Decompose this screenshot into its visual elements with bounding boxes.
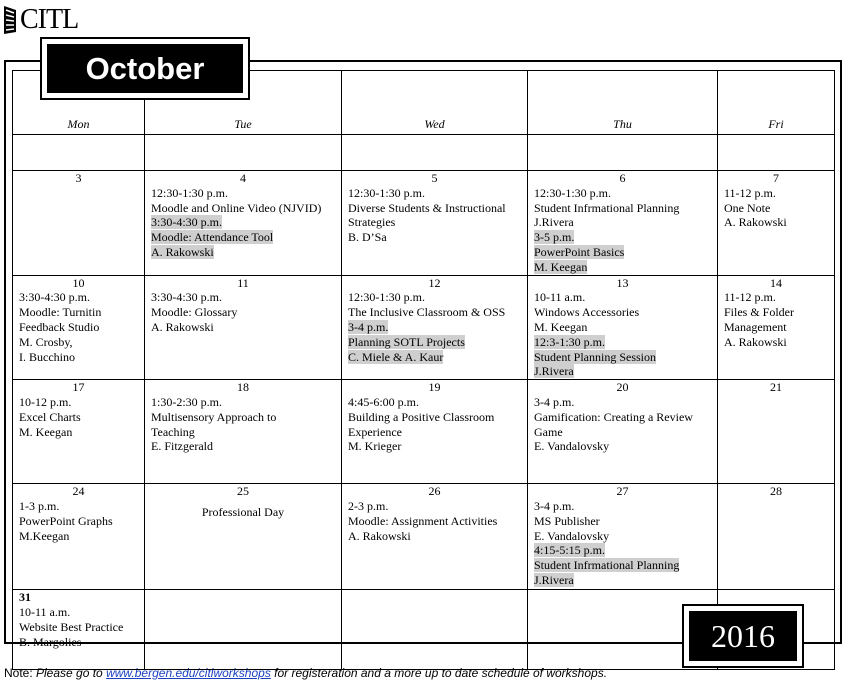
day-cell-27	[528, 484, 718, 590]
day-cell-28	[718, 484, 835, 590]
highlighted-event-text: PowerPoint Basics	[534, 244, 625, 259]
event-line	[19, 499, 144, 514]
event-text: 1:30-2:30 p.m.	[151, 394, 222, 409]
event-text: Windows Accessories	[534, 305, 640, 320]
event-text: Game	[534, 424, 563, 439]
day-number: 11	[237, 275, 249, 290]
year-banner	[682, 604, 804, 668]
highlighted-event-text: 3-5 p.m.	[534, 230, 575, 245]
event-line	[534, 201, 717, 216]
day-number: 24	[72, 484, 85, 499]
event-line	[19, 305, 144, 320]
event-line	[534, 558, 717, 573]
empty-cell	[145, 135, 342, 171]
day-note: Professional Day	[201, 504, 285, 519]
blank-row	[13, 135, 835, 171]
day-number: 7	[773, 171, 779, 185]
event-line	[19, 410, 144, 425]
event-line	[19, 514, 144, 529]
day-number: 5	[431, 171, 438, 185]
weekday-header: Fri	[718, 71, 835, 135]
event-text: 1-3 p.m.	[19, 498, 60, 513]
event-line	[724, 201, 834, 216]
event-line	[19, 320, 144, 335]
event-text: Experience	[348, 424, 402, 439]
event-line	[151, 425, 341, 440]
day-cell-10	[13, 275, 145, 380]
event-line	[724, 335, 834, 350]
day-number: 27	[616, 484, 629, 499]
event-text: Gamification: Creating a Review	[534, 409, 693, 424]
weekday-header: Mon	[13, 71, 145, 135]
event-text: E. Vandalovsky	[534, 439, 610, 454]
event-line	[348, 305, 527, 320]
event-text: Website Best Practice	[19, 619, 124, 634]
event-line	[534, 186, 717, 201]
event-line	[348, 320, 527, 335]
event-line	[534, 305, 717, 320]
event-line	[19, 529, 144, 544]
day-cell-4	[145, 171, 342, 276]
note-prefix: Note:	[4, 666, 37, 680]
highlighted-event-text: Student Planning Session	[534, 349, 657, 364]
event-line	[724, 215, 834, 230]
event-line	[348, 215, 527, 230]
note-text-after: for registeration and a more up to date schedule of workshops.	[270, 666, 608, 680]
day-number: 3	[75, 171, 82, 185]
highlighted-event-text: 3-4 p.m.	[348, 319, 389, 334]
day-cell-3	[13, 171, 145, 276]
event-line	[151, 305, 341, 320]
empty-cell	[145, 590, 342, 670]
day-cell-26	[342, 484, 528, 590]
event-line	[534, 573, 717, 588]
week-row	[13, 484, 835, 590]
event-line	[534, 395, 717, 410]
citl-emblem-icon	[2, 4, 18, 36]
event-text: M.Keegan	[19, 528, 70, 543]
event-text: Multisensory Approach to	[151, 409, 277, 424]
event-text: Moodle: Turnitin	[19, 305, 102, 320]
empty-cell	[342, 135, 528, 171]
highlighted-event-text: Moodle: Attendance Tool	[151, 230, 274, 245]
event-line	[151, 245, 341, 260]
highlighted-event-text: 12:3-1:30 p.m.	[534, 334, 605, 349]
day-number: 4	[240, 171, 246, 185]
day-number: 12	[428, 275, 441, 290]
event-text: Strategies	[348, 215, 396, 230]
event-line	[724, 186, 834, 201]
event-text: 3-4 p.m.	[534, 498, 575, 513]
event-text: Moodle: Assignment Activities	[348, 513, 498, 528]
event-line	[151, 215, 341, 230]
event-text: J.Rivera	[534, 215, 574, 230]
event-text: Moodle: Glossary	[151, 305, 238, 320]
highlighted-event-text: J.Rivera	[534, 364, 574, 379]
event-line	[724, 305, 834, 320]
week-row	[13, 275, 835, 380]
event-line	[348, 350, 527, 365]
day-number: 14	[770, 275, 782, 290]
day-cell-20	[528, 380, 718, 484]
event-text: Excel Charts	[19, 409, 81, 424]
highlighted-event-text: Student Infrmational Planning	[534, 558, 680, 573]
day-number: 17	[72, 380, 85, 395]
event-line	[151, 320, 341, 335]
year-title: 2016	[689, 611, 797, 661]
day-number: 19	[428, 380, 441, 395]
event-line	[724, 320, 834, 335]
day-cell-31	[13, 590, 145, 670]
citl-logo	[2, 4, 78, 36]
highlighted-event-text: M. Keegan	[534, 259, 588, 274]
event-line	[534, 350, 717, 365]
event-text: 10-11 a.m.	[19, 604, 71, 619]
weekday-header: Wed	[342, 71, 528, 135]
week-row	[13, 171, 835, 276]
workshops-link[interactable]: www.bergen.edu/citlworkshops	[106, 666, 271, 680]
day-number: 28	[770, 484, 782, 499]
event-line	[151, 230, 341, 245]
event-text: Moodle and Online Video (NJVID)	[151, 200, 322, 215]
event-line	[19, 395, 144, 410]
highlighted-event-text: C. Miele & A. Kaur	[348, 349, 444, 364]
event-text: 12:30-1:30 p.m.	[348, 185, 425, 200]
event-text: Teaching	[151, 424, 195, 439]
month-banner	[40, 37, 250, 100]
weekday-header: Thu	[528, 71, 718, 135]
event-line	[724, 290, 834, 305]
event-line	[348, 425, 527, 440]
event-line	[151, 395, 341, 410]
event-line	[348, 514, 527, 529]
event-line	[348, 335, 527, 350]
event-line	[151, 201, 341, 216]
event-line	[348, 230, 527, 245]
day-cell-11	[145, 275, 342, 380]
note-text-before: Please go to	[36, 666, 107, 680]
event-text: A. Rakowski	[724, 215, 787, 230]
event-text: Student Infrmational Planning	[534, 200, 680, 215]
event-line	[534, 215, 717, 230]
event-line	[534, 335, 717, 350]
event-line	[534, 439, 717, 454]
event-line	[19, 335, 144, 350]
day-number: 6	[619, 171, 626, 185]
event-line	[151, 439, 341, 454]
day-cell-25	[145, 484, 342, 590]
weekday-header: Tue	[145, 71, 342, 135]
day-cell-6	[528, 171, 718, 276]
highlighted-event-text: Planning SOTL Projects	[348, 334, 465, 349]
event-text: 12:30-1:30 p.m.	[151, 185, 228, 200]
event-text: Management	[724, 319, 787, 334]
event-text: B. D’Sa	[348, 230, 387, 245]
event-line	[151, 186, 341, 201]
day-number: 26	[428, 484, 441, 499]
event-line	[19, 635, 144, 650]
event-line	[534, 514, 717, 529]
event-text: MS Publisher	[534, 513, 600, 528]
month-title: October	[47, 44, 243, 93]
event-line	[348, 395, 527, 410]
event-text: PowerPoint Graphs	[19, 513, 113, 528]
week-row	[13, 380, 835, 484]
event-text: 2-3 p.m.	[348, 498, 389, 513]
empty-cell	[528, 135, 718, 171]
day-cell-19	[342, 380, 528, 484]
event-text: B. Margolies	[19, 634, 82, 649]
highlighted-event-text: 3:30-4:30 p.m.	[151, 215, 222, 230]
event-text: Files & Folder	[724, 305, 795, 320]
event-text: Building a Positive Classroom	[348, 409, 495, 424]
logo-text: CITL	[20, 4, 79, 35]
day-cell-13	[528, 275, 718, 380]
event-line	[534, 230, 717, 245]
event-line	[19, 290, 144, 305]
event-text: I. Bucchino	[19, 349, 75, 364]
event-line	[534, 529, 717, 544]
event-line	[151, 290, 341, 305]
day-cell-5	[342, 171, 528, 276]
event-line	[19, 350, 144, 365]
day-cell-7	[718, 171, 835, 276]
event-line	[534, 320, 717, 335]
event-text: 3:30-4:30 p.m.	[19, 290, 90, 305]
calendar-grid	[12, 70, 835, 670]
event-text: M. Keegan	[534, 319, 588, 334]
event-text: Diverse Students & Instructional	[348, 200, 506, 215]
event-text: A. Rakowski	[724, 334, 787, 349]
day-number: 10	[72, 275, 85, 290]
event-text: 12:30-1:30 p.m.	[348, 290, 425, 305]
event-line	[348, 499, 527, 514]
event-text: 4:45-6:00 p.m.	[348, 394, 419, 409]
event-line	[19, 620, 144, 635]
event-text: One Note	[724, 200, 771, 215]
event-text: M. Crosby,	[19, 334, 73, 349]
event-line	[534, 260, 717, 275]
day-number: 13	[616, 275, 629, 290]
highlighted-event-text: 4:15-5:15 p.m.	[534, 543, 605, 558]
day-cell-24	[13, 484, 145, 590]
event-text: Feedback Studio	[19, 319, 100, 334]
event-line	[534, 499, 717, 514]
event-text: A. Rakowski	[348, 528, 411, 543]
highlighted-event-text: J.Rivera	[534, 572, 574, 587]
day-cell-18	[145, 380, 342, 484]
event-text: E. Fitzgerald	[151, 439, 213, 454]
event-text: A. Rakowski	[151, 319, 214, 334]
event-line	[534, 245, 717, 260]
event-text: M. Keegan	[19, 424, 73, 439]
empty-cell	[13, 135, 145, 171]
event-line	[534, 290, 717, 305]
day-number: 21	[770, 380, 782, 395]
event-line	[534, 410, 717, 425]
event-line	[534, 364, 717, 379]
event-text: The Inclusive Classroom & OSS	[348, 305, 506, 320]
day-cell-14	[718, 275, 835, 380]
event-line	[348, 201, 527, 216]
day-cell-17	[13, 380, 145, 484]
event-line	[19, 425, 144, 440]
event-line	[534, 425, 717, 440]
event-line	[348, 290, 527, 305]
day-number: 31	[19, 590, 31, 605]
day-cell-12	[342, 275, 528, 380]
day-number: 25	[237, 484, 249, 499]
empty-cell	[718, 135, 835, 171]
event-text: 10-12 p.m.	[19, 394, 72, 409]
day-number: 20	[616, 380, 629, 395]
event-text: M. Krieger	[348, 439, 402, 454]
event-text: 3-4 p.m.	[534, 394, 575, 409]
event-line	[19, 605, 144, 620]
highlighted-event-text: A. Rakowski	[151, 244, 214, 259]
day-cell-21	[718, 380, 835, 484]
empty-cell	[342, 590, 528, 670]
event-text: E. Vandalovsky	[534, 528, 610, 543]
event-line	[348, 410, 527, 425]
event-text: 11-12 p.m.	[724, 290, 776, 305]
event-line	[534, 543, 717, 558]
event-text: 3:30-4:30 p.m.	[151, 290, 222, 305]
event-text: 11-12 p.m.	[724, 185, 776, 200]
event-line	[348, 186, 527, 201]
event-line	[348, 439, 527, 454]
event-line	[348, 529, 527, 544]
day-number: 18	[237, 380, 249, 395]
event-text: 12:30-1:30 p.m.	[534, 185, 611, 200]
event-line	[151, 410, 341, 425]
event-text: 10-11 a.m.	[534, 290, 586, 305]
